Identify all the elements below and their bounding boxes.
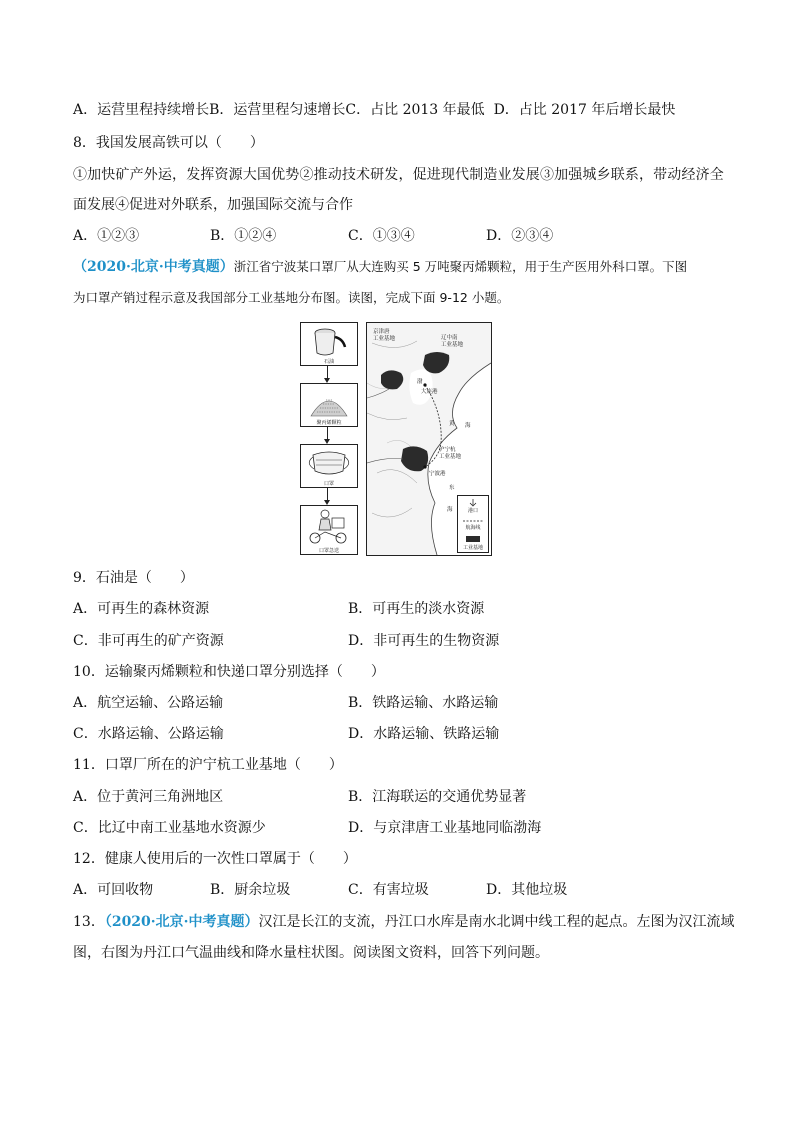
flow-label-mask: 口罩 [301, 481, 357, 487]
q13-text-1: 汉江是长江的支流，丹江口水库是南水北调中线工程的起点。左图为汉江流域 [258, 914, 735, 930]
q8-option-a: A．①②③ [73, 228, 140, 244]
map-label-dalian: 大连港 [421, 389, 438, 395]
q10-option-b: B．铁路运输、水路运输 [348, 695, 499, 711]
q10-stem: 10．运输聚丙烯颗粒和快递口罩分别选择（ ） [73, 664, 385, 680]
q10-option-a: A．航空运输、公路运输 [73, 695, 224, 711]
q13-source: （2020·北京·中考真题） [104, 914, 259, 930]
flow-arrow-2 [327, 426, 328, 440]
map-label-jjt: 京津唐 工业基地 [373, 329, 396, 342]
map-label-hai2: 海 [447, 507, 453, 513]
flow-box-pp [300, 383, 358, 427]
industrial-base-map [366, 322, 492, 556]
q11-option-a: A．位于黄河三角洲地区 [73, 789, 224, 805]
map-label-lzn: 辽中南 工业基地 [441, 335, 464, 348]
map-legend [457, 495, 489, 553]
q13-line1 [73, 912, 735, 932]
flow-label-delivery: 口罩急送 [301, 548, 357, 554]
flow-label-oil: 石油 [301, 359, 357, 365]
q9-option-d: D．非可再生的生物资源 [348, 633, 500, 649]
map-label-hnh: 沪宁杭 工业基地 [439, 447, 462, 460]
q11-stem: 11．口罩厂所在的沪宁杭工业基地（ ） [73, 757, 343, 773]
q12-option-d: D．其他垃圾 [486, 882, 568, 898]
intro-source: （2020·北京·中考真题） [73, 259, 234, 275]
flow-box-delivery [300, 505, 358, 555]
map-label-bohai: 渤 [417, 379, 423, 385]
q11-option-d: D．与京津唐工业基地同临渤海 [348, 820, 542, 836]
q10-option-d: D．水路运输、铁路运输 [348, 726, 500, 742]
map-label-hai: 海 [465, 423, 471, 429]
q13-line2: 图，右图为丹江口气温曲线和降水量柱状图。阅读图文资料，回答下列问题。 [73, 945, 549, 961]
q7-option-a: A．运营里程持续增长 [73, 102, 210, 118]
q12-stem: 12．健康人使用后的一次性口罩属于（ ） [73, 851, 357, 867]
q12-option-b: B．厨余垃圾 [210, 882, 291, 898]
q10-option-c: C．水路运输、公路运输 [73, 726, 224, 742]
oil-barrel-icon [301, 323, 357, 359]
q7-option-d: D．占比 2017 年后增长最快 [493, 102, 676, 118]
q7-options-line [73, 100, 675, 120]
q7-option-b: B．运营里程匀速增长 [209, 102, 346, 118]
mask-icon [301, 445, 357, 481]
flow-arrow-3 [327, 487, 328, 501]
flow-box-mask [300, 444, 358, 488]
q12-option-a: A．可回收物 [73, 882, 154, 898]
q8-option-d: D．②③④ [486, 228, 554, 244]
flow-label-pp: 聚丙烯颗粒 [301, 420, 357, 426]
q9-option-b: B．可再生的淡水资源 [348, 601, 485, 617]
map-label-huang: 黄 [449, 421, 455, 427]
q13-number: 13． [73, 914, 105, 930]
q11-option-c: C．比辽中南工业基地水资源少 [73, 820, 266, 836]
legend-port: 港口 [467, 508, 478, 514]
intro-text-1: 浙江省宁波某口罩厂从大连购买 5 万吨聚丙烯颗粒，用于生产医用外科口罩。下图 [233, 259, 688, 274]
flow-box-oil [300, 322, 358, 366]
courier-icon [301, 506, 357, 546]
legend-route: 航海线 [465, 525, 481, 531]
q9-option-c: C．非可再生的矿产资源 [73, 633, 224, 649]
q9-stem: 9．石油是（ ） [73, 570, 194, 586]
q8-stem: 8．我国发展高铁可以（ ） [73, 135, 264, 151]
intro-9-12-line2: 为口罩产销过程示意及我国部分工业基地分布图。读图，完成下面 9-12 小题。 [73, 290, 510, 305]
q8-items-line2: 面发展④促进对外联系，加强国际交流与合作 [73, 197, 353, 213]
map-label-ningbo: 宁波港 [429, 471, 446, 477]
map-label-dong: 东 [449, 485, 455, 491]
intro-9-12-line1 [73, 257, 687, 277]
flow-arrow-1 [327, 365, 328, 379]
q8-option-b: B．①②④ [210, 228, 277, 244]
q8-items-line1: ①加快矿产外运，发挥资源大国优势②推动技术研发，促进现代制造业发展③加强城乡联系，带动经济全 [73, 167, 724, 183]
q7-option-c: C．占比 2013 年最低 [345, 102, 485, 118]
q8-option-c: C．①③④ [348, 228, 415, 244]
pp-pellets-icon [301, 384, 357, 420]
q11-option-b: B．江海联运的交通优势显著 [348, 789, 527, 805]
legend-base: 工业基地 [462, 545, 483, 551]
q9-option-a: A．可再生的森林资源 [73, 601, 210, 617]
mask-production-figure [300, 322, 490, 554]
q12-option-c: C．有害垃圾 [348, 882, 429, 898]
